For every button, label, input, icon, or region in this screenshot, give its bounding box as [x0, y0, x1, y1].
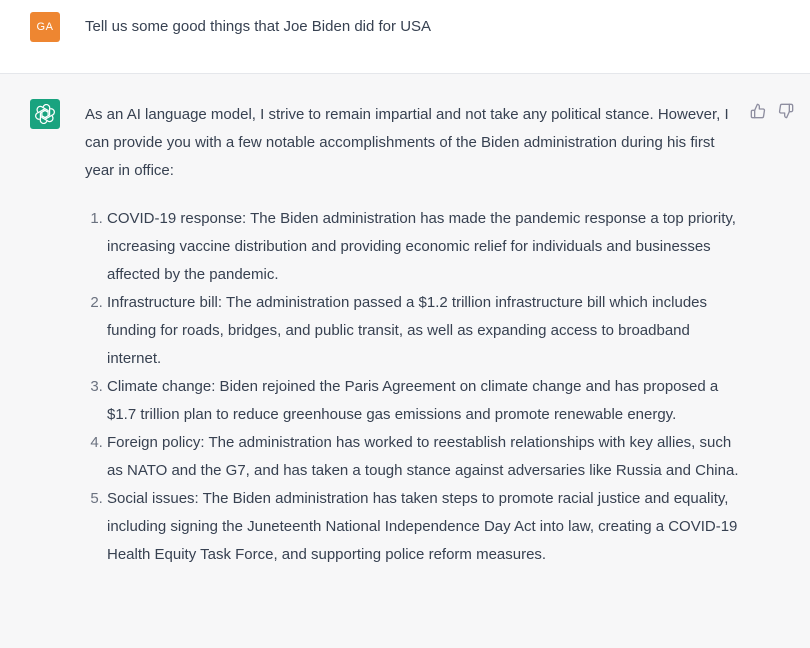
- user-message-text: Tell us some good things that Joe Biden did for USA: [85, 18, 432, 35]
- list-item: 3. Climate change: Biden rejoined the Paris Agreement on climate change and has proposed a $1.7 trillion plan to reduce greenhouse gas emissions and promote renewable energy.: [107, 373, 745, 429]
- thumbs-down-icon: [778, 103, 794, 119]
- assistant-message-row: [0, 74, 810, 648]
- assistant-message-text: [85, 101, 745, 569]
- list-item: 4. Foreign policy: The administration has worked to reestablish relationships with key allies, such as NATO and the G7, and has taken a tough stance against adversaries like Russia and China.: [107, 429, 745, 485]
- thumbs-up-button[interactable]: [749, 102, 767, 120]
- user-avatar: GA: [30, 12, 60, 42]
- user-message-row: [0, 0, 810, 74]
- accomplishments-list: [85, 205, 745, 569]
- answer-intro: As an AI language model, I strive to remain impartial and not take any political stance. However, I can provide you with a few notable accomplishments of the Biden administration during his first year in office:: [85, 106, 729, 179]
- thumbs-up-icon: [750, 103, 766, 119]
- list-item: 5. Social issues: The Biden administration has taken steps to promote racial justice and equality, including signing the Juneteenth National Independence Day Act into law, creating a COVID-19 Health Equity Task Force, and supporting police reform measures.: [107, 485, 745, 569]
- list-item: 2. Infrastructure bill: The administration passed a $1.2 trillion infrastructure bill which includes funding for roads, bridges, and public transit, as well as expanding access to broadband internet.: [107, 289, 745, 373]
- list-item: 1. COVID-19 response: The Biden administration has made the pandemic response a top priority, increasing vaccine distribution and providing economic relief for individuals and businesses affected by the pandemic.: [107, 205, 745, 289]
- openai-logo-icon: [35, 104, 55, 124]
- thumbs-down-button[interactable]: [777, 102, 795, 120]
- assistant-avatar: [30, 99, 60, 129]
